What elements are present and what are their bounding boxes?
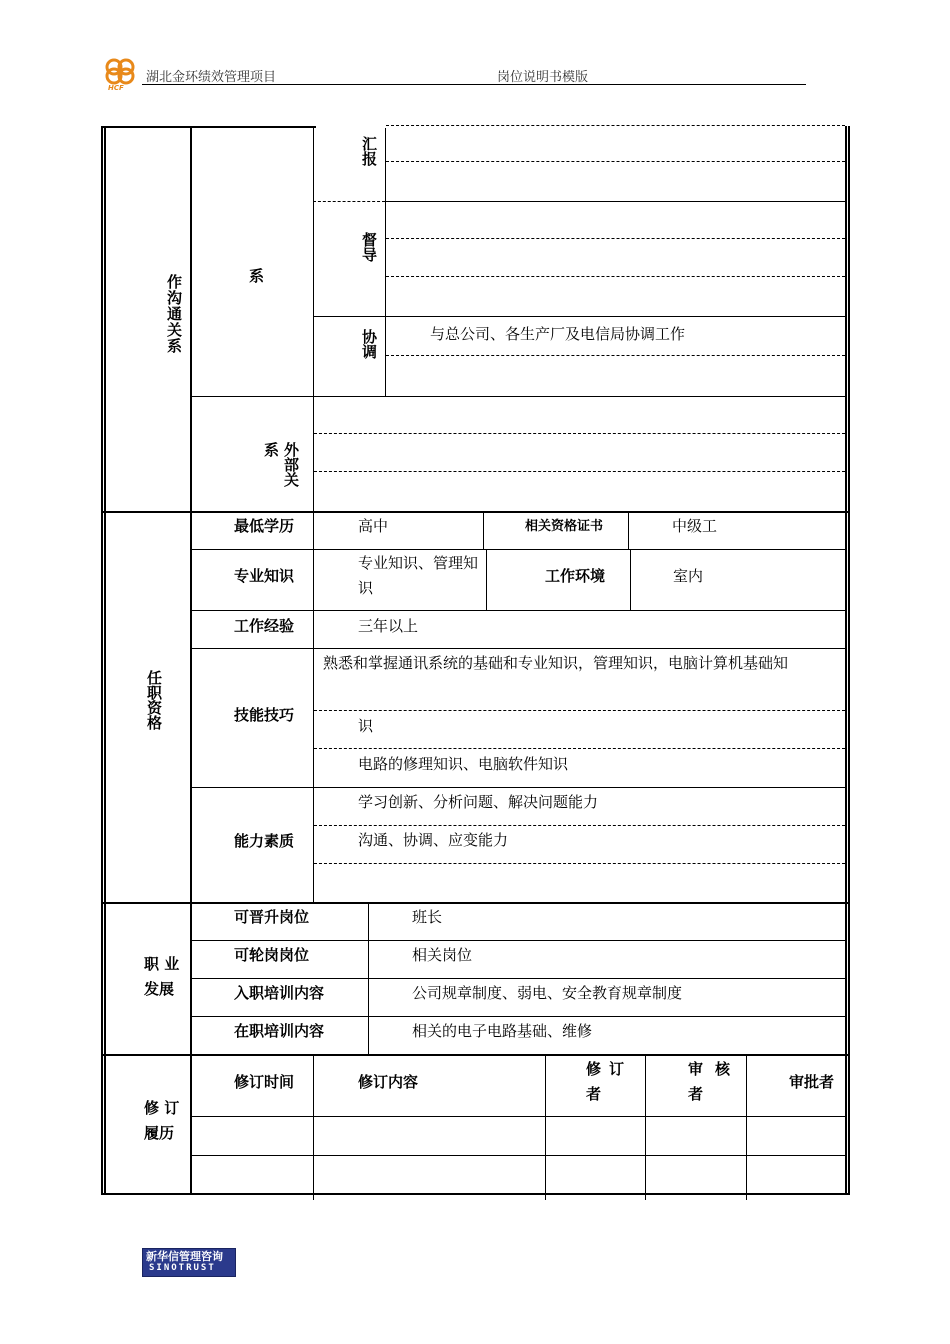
project-name: 湖北金环绩效管理项目 <box>146 70 277 85</box>
ability-line-1: 学习创新、分析问题、解决问题能力 <box>358 793 599 811</box>
rotation-value: 相关岗位 <box>412 946 473 964</box>
onjob-training-value: 相关的电子电路基础、维修 <box>412 1022 593 1040</box>
skills-line-1: 熟悉和掌握通讯系统的基础和专业知识，管理知识，电脑计算机基础知 <box>323 654 789 672</box>
report-label: 汇报 <box>360 136 378 166</box>
revision-content-header: 修订内容 <box>358 1073 419 1091</box>
skills-line-2: 识 <box>358 717 374 735</box>
education-label: 最低学历 <box>234 517 295 535</box>
document-type: 岗位说明书模版 <box>497 70 589 85</box>
footer-logo-en: SINOTRUST <box>149 1263 216 1273</box>
environment-value: 室内 <box>673 567 704 585</box>
knowledge-label: 专业知识 <box>234 567 295 585</box>
footer-logo-cn: 新华信管理咨询 <box>146 1250 223 1263</box>
rotation-label: 可轮岗岗位 <box>234 946 310 964</box>
ability-label: 能力素质 <box>234 832 295 850</box>
certificate-value: 中级工 <box>672 517 718 535</box>
environment-label: 工作环境 <box>545 567 606 585</box>
coordinate-label: 协调 <box>360 329 378 359</box>
company-logo <box>100 54 140 94</box>
table-row <box>191 1156 845 1193</box>
section-career: 职 业 发展 <box>144 955 180 998</box>
promotion-value: 班长 <box>412 908 443 926</box>
experience-label: 工作经验 <box>234 617 295 635</box>
ability-line-2: 沟通、协调、应变能力 <box>358 831 509 849</box>
entry-training-value: 公司规章制度、弱电、安全教育规章制度 <box>412 984 683 1002</box>
entry-training-label: 入职培训内容 <box>234 984 325 1002</box>
section-qualification: 任职资格 <box>145 670 163 730</box>
skills-label: 技能技巧 <box>234 706 295 724</box>
experience-value: 三年以上 <box>358 617 419 635</box>
logo-text: HCF <box>108 84 124 92</box>
onjob-training-label: 在职培训内容 <box>234 1022 325 1040</box>
revision-time-header: 修订时间 <box>234 1073 295 1091</box>
header-rule <box>142 84 806 85</box>
reviser-header: 修订者 <box>586 1060 633 1103</box>
supervise-label: 督导 <box>360 232 378 262</box>
auditor-header: 审核者 <box>688 1060 743 1103</box>
promotion-label: 可晋升岗位 <box>234 908 310 926</box>
section-revision: 修 订 履历 <box>144 1099 180 1142</box>
section-communication: 作沟通关系 <box>165 274 183 354</box>
footer-logo <box>142 1248 236 1277</box>
knowledge-value: 专业知识、管理知识 <box>358 554 479 597</box>
coordinate-value: 与总公司、各生产厂及电信局协调工作 <box>430 325 686 343</box>
certificate-label: 相关资格证书 <box>525 519 604 534</box>
internal-relation-label: 系 <box>249 267 265 285</box>
table-row <box>191 1117 845 1155</box>
skills-line-3: 电路的修理知识、电脑软件知识 <box>358 755 569 773</box>
approver-header: 审批者 <box>789 1073 835 1091</box>
external-relation-label: 外部关系 <box>262 442 300 487</box>
education-value: 高中 <box>358 517 389 535</box>
